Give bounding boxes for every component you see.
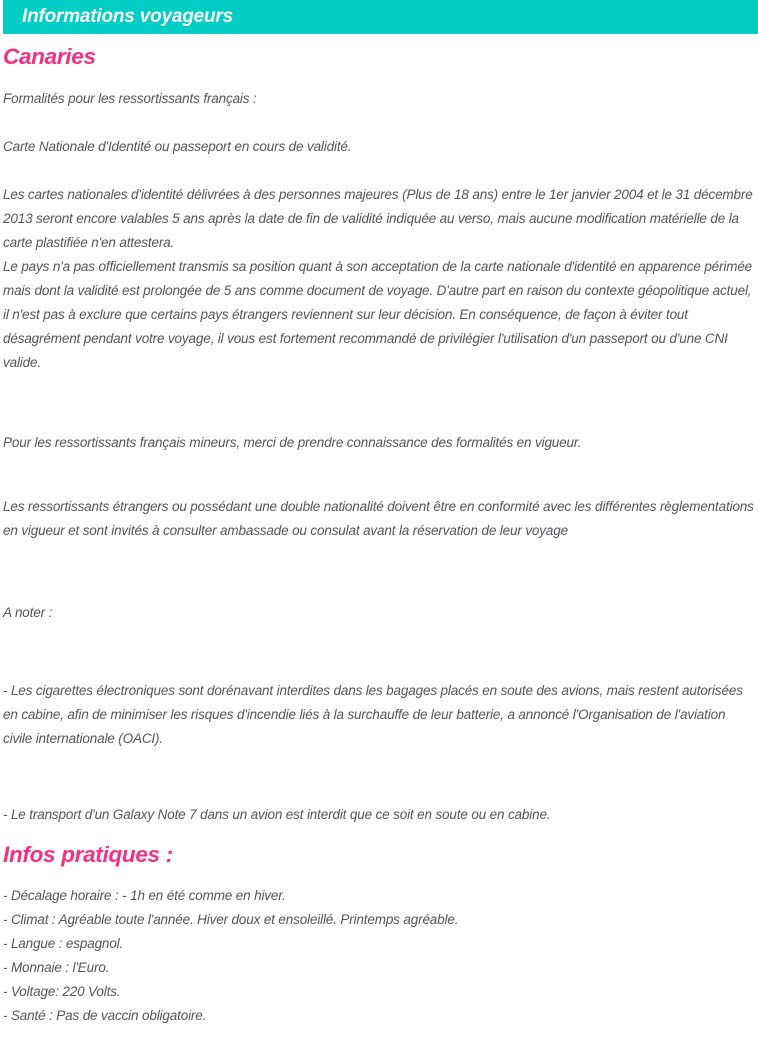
paragraph-formalites: Formalités pour les ressortissants français : — [3, 91, 257, 106]
section-heading-canaries: Canaries — [3, 44, 96, 69]
paragraph-position-pays: Le pays n'a pas officiellement transmis sa position quant à son acceptation de la carte nationale d'identité en apparence périmée mais dont la validité est prolongée de 5 ans comme document de voyage. D'autre part en raison du contexte géopolitique actuel, il n'est pas à exclure que certains pays étrangers reviennent sur leur décision. En conséquence, de façon à éviter tout désagrément pendant votre voyage, il vous est fortement recommandé de privilégier l'utilisation d'un passeport ou d'une CNI valide. — [3, 259, 753, 370]
paragraph-cigarettes-electroniques: - Les cigarettes électroniques sont dorénavant interdites dans les bagages placés en soute des avions, mais restent autorisées en cabine, afin de minimiser les risques d'incendie liés à la surchauffe de leur batterie, a annoncé l'Organisation de l'aviation civile internationale (OACI). — [3, 683, 743, 746]
infos-pratiques-list — [3, 884, 756, 1028]
paragraph-cartes-validite: Les cartes nationales d'identité délivrées à des personnes majeures (Plus de 18 ans) entre le 1er janvier 2004 et le 31 décembre 2013 seront encore valables 5 ans après la date de fin de validité indiquée au verso, mais aucune modification matérielle de la carte plastifiée n'en attestera. — [3, 187, 753, 250]
info-item-sante: - Santé : Pas de vaccin obligatoire. — [3, 1008, 207, 1023]
section-heading-infos-pratiques: Infos pratiques : — [3, 842, 173, 867]
info-item-voltage: - Voltage: 220 Volts. — [3, 984, 121, 999]
header-bar — [3, 0, 758, 34]
info-item-climat: - Climat : Agréable toute l'année. Hiver doux et ensoleillé. Printemps agréable. — [3, 912, 459, 927]
content-area — [0, 42, 758, 1028]
paragraph-galaxy-note7: - Le transport d'un Galaxy Note 7 dans un avion est interdit que ce soit en soute ou en cabine. — [3, 807, 551, 822]
paragraph-carte-identite: Carte Nationale d'Identité ou passeport en cours de validité. — [3, 139, 352, 154]
info-item-decalage-horaire: - Décalage horaire : - 1h en été comme en hiver. — [3, 888, 286, 903]
paragraph-etrangers: Les ressortissants étrangers ou possédant une double nationalité doivent être en conformité avec les différentes règlementations en vigueur et sont invités à consulter ambassade ou consulat avant la réservation de leur voyage — [3, 499, 754, 538]
info-item-monnaie: - Monnaie : l'Euro. — [3, 960, 110, 975]
paragraph-mineurs: Pour les ressortissants français mineurs, merci de prendre connaissance des formalités en vigueur. — [3, 435, 582, 450]
page-title: Informations voyageurs — [22, 6, 233, 27]
paragraph-a-noter: A noter : — [3, 605, 53, 620]
info-item-langue: - Langue : espagnol. — [3, 936, 124, 951]
